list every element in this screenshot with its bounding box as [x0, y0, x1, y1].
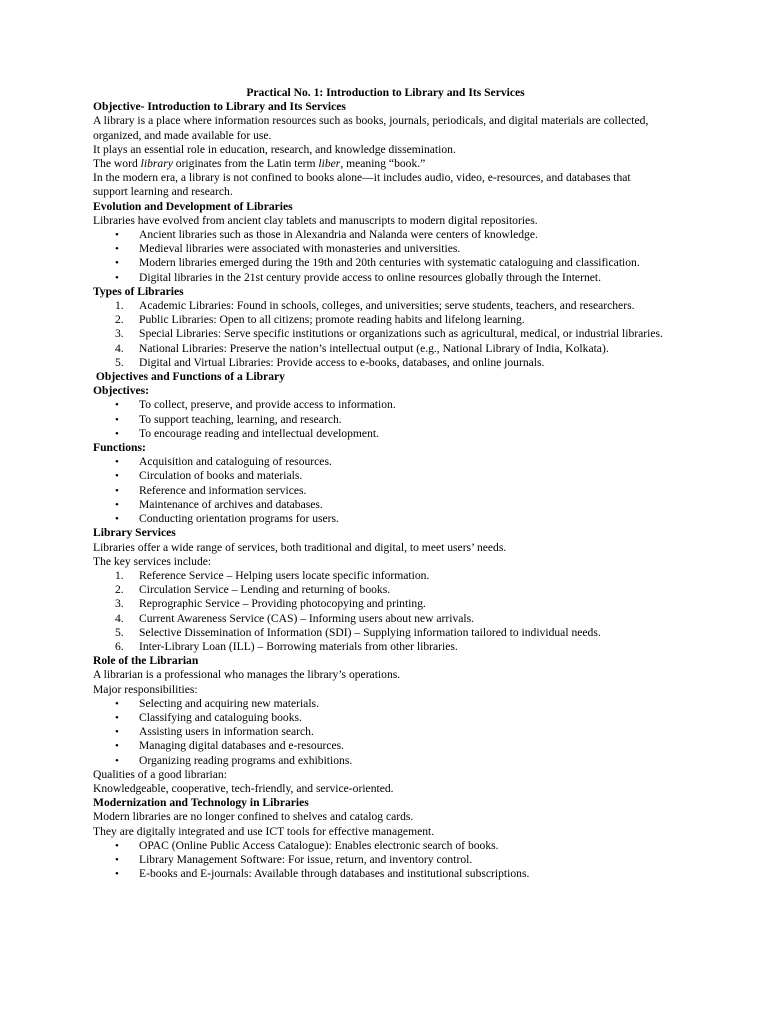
- list-item: [93, 612, 668, 626]
- librarian-heading: Role of the Librarian: [93, 654, 199, 668]
- list-item: • Library Management Software: For issue, return, and inventory control.: [93, 853, 668, 867]
- list-number: 1.: [115, 299, 124, 313]
- list-text: Reference Service – Helping users locate specific information.: [139, 568, 430, 582]
- functions-list: [93, 455, 668, 526]
- list-item: • Circulation of books and materials.: [93, 469, 668, 483]
- list-item: • Selecting and acquiring new materials.: [93, 697, 668, 711]
- list-item: [93, 626, 668, 640]
- list-item: [93, 313, 668, 327]
- list-item: • Conducting orientation programs for users.: [93, 512, 668, 526]
- list-item: • To encourage reading and intellectual development.: [93, 427, 668, 441]
- list-number: 4.: [115, 611, 124, 625]
- list-item: • Reference and information services.: [93, 484, 668, 498]
- list-text: Reprographic Service – Providing photocopying and printing.: [139, 597, 426, 611]
- list-text: National Libraries: Preserve the nation’s intellectual output (e.g., National Library of India, Kolkata).: [139, 341, 609, 355]
- list-number: 5.: [115, 355, 124, 369]
- list-item: [93, 299, 668, 313]
- list-item: • OPAC (Online Public Access Catalogue): Enables electronic search of books.: [93, 839, 668, 853]
- list-item: [93, 597, 668, 611]
- list-item: [93, 569, 668, 583]
- list-item: • Modern libraries emerged during the 19th and 20th centuries with systematic cataloguing and classification.: [93, 256, 668, 270]
- modernization-heading: Modernization and Technology in Libraries: [93, 796, 309, 810]
- list-item: • Acquisition and cataloguing of resources.: [93, 455, 668, 469]
- list-number: 3.: [115, 597, 124, 611]
- list-item: • Assisting users in information search.: [93, 725, 668, 739]
- list-text: Current Awareness Service (CAS) – Informing users about new arrivals.: [139, 611, 475, 625]
- types-heading: Types of Libraries: [93, 284, 184, 298]
- list-number: 4.: [115, 341, 124, 355]
- intro-paragraph-4: In the modern era, a library is not confined to books alone—it includes audio, video, e-resources, and databases that support learning and research.: [93, 171, 631, 199]
- objectives-list: [93, 398, 668, 441]
- list-item: • Maintenance of archives and databases.: [93, 498, 668, 512]
- librarian-text-1: A librarian is a professional who manages the library’s operations.: [93, 668, 401, 682]
- responsibilities-list: [93, 697, 668, 768]
- list-text: Academic Libraries: Found in schools, colleges, and universities; serve students, teachers, and researchers.: [139, 299, 635, 313]
- italic-term-library: library: [140, 157, 173, 171]
- intro-text: The word: [93, 157, 141, 171]
- objective-heading: Objective- Introduction to Library and Its Services: [93, 100, 346, 114]
- evolution-text: Libraries have evolved from ancient clay tablets and manuscripts to modern digital repositories.: [93, 213, 538, 227]
- qualities-text: Knowledgeable, cooperative, tech-friendly, and service-oriented.: [93, 781, 394, 795]
- list-text: Special Libraries: Serve specific institutions or organizations such as agricultural, medical, or industrial libraries.: [139, 327, 663, 341]
- list-item: • To collect, preserve, and provide access to information.: [93, 398, 668, 412]
- italic-term-liber: liber: [318, 157, 341, 171]
- librarian-text-2: Major responsibilities:: [93, 682, 198, 696]
- modernization-text-1: Modern libraries are no longer confined to shelves and catalog cards.: [93, 810, 414, 824]
- list-number: 2.: [115, 313, 124, 327]
- list-item: • Medieval libraries were associated with monasteries and universities.: [93, 242, 668, 256]
- page-title: Practical No. 1: Introduction to Library and Its Services: [246, 86, 525, 99]
- list-item: [93, 640, 668, 654]
- qualities-label: Qualities of a good librarian:: [93, 767, 227, 781]
- intro-paragraph-3: [93, 157, 668, 171]
- list-number: 2.: [115, 583, 124, 597]
- services-heading: Library Services: [93, 526, 176, 540]
- list-item: [93, 342, 668, 356]
- modernization-text-2: They are digitally integrated and use ICT tools for effective management.: [93, 824, 435, 838]
- list-item: • Digital libraries in the 21st century provide access to online resources globally through the Internet.: [93, 271, 668, 285]
- list-text: Digital and Virtual Libraries: Provide access to e-books, databases, and online journals.: [139, 355, 545, 369]
- list-number: 5.: [115, 625, 124, 639]
- list-text: Selective Dissemination of Information (SDI) – Supplying information tailored to individual needs.: [139, 625, 601, 639]
- evolution-list: [93, 228, 668, 285]
- list-item: • Managing digital databases and e-resources.: [93, 739, 668, 753]
- list-item: • Organizing reading programs and exhibitions.: [93, 754, 668, 768]
- services-list: [93, 569, 668, 654]
- intro-paragraph-1: A library is a place where information resources such as books, journals, periodicals, and digital materials are collected, organized, and made available for use.: [93, 114, 649, 142]
- list-item: [93, 356, 668, 370]
- types-list: [93, 299, 668, 370]
- objectives-functions-heading: Objectives and Functions of a Library: [93, 370, 285, 384]
- list-item: • Ancient libraries such as those in Alexandria and Nalanda were centers of knowledge.: [93, 228, 668, 242]
- list-number: 6.: [115, 639, 124, 653]
- objectives-subheading: Objectives:: [93, 384, 150, 398]
- services-text-2: The key services include:: [93, 554, 212, 568]
- functions-subheading: Functions:: [93, 441, 146, 455]
- services-text-1: Libraries offer a wide range of services, both traditional and digital, to meet users’ needs.: [93, 540, 507, 554]
- intro-paragraph-2: It plays an essential role in education, research, and knowledge dissemination.: [93, 142, 456, 156]
- list-text: Circulation Service – Lending and returning of books.: [139, 583, 391, 597]
- list-item: [93, 583, 668, 597]
- list-text: Inter-Library Loan (ILL) – Borrowing materials from other libraries.: [139, 639, 458, 653]
- list-item: • To support teaching, learning, and research.: [93, 413, 668, 427]
- evolution-heading: Evolution and Development of Libraries: [93, 199, 293, 213]
- list-number: 1.: [115, 568, 124, 582]
- list-text: Public Libraries: Open to all citizens; promote reading habits and lifelong learning.: [139, 313, 525, 327]
- list-item: [93, 327, 668, 341]
- intro-text: originates from the Latin term: [172, 157, 319, 171]
- technology-list: [93, 839, 668, 882]
- intro-text: , meaning “book.”: [340, 157, 426, 171]
- list-number: 3.: [115, 327, 124, 341]
- list-item: • Classifying and cataloguing books.: [93, 711, 668, 725]
- list-item: • E-books and E-journals: Available through databases and institutional subscriptions.: [93, 867, 668, 881]
